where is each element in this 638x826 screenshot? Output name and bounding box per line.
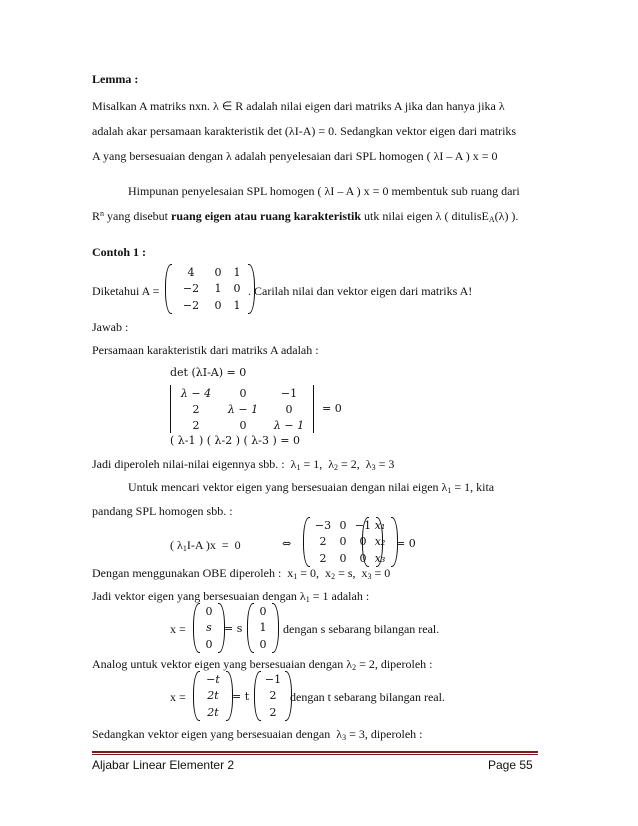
lemma-line-1: Misalkan A matriks nxn. λ ∈ R adalah nilai eigen dari matriks A jika dan hanya jika λ xyxy=(92,99,505,113)
v1-basis-grid xyxy=(254,603,272,653)
factored-equation: ( λ-1 ) ( λ-2 ) ( λ-3 ) = 0 xyxy=(170,434,300,447)
eigenvalues-line: Jadi diperoleh nilai-nilai eigennya sbb. : $\lambda_1 = 1$, $\lambda_2 = 2$, $\lambda_3 = 3$ xyxy=(92,457,395,472)
v1-basis-cell: 0 xyxy=(259,637,267,651)
lemma-line-3: A yang bersesuaian dengan λ adalah penyelesaian dari SPL homogen ( λI – A ) x = 0 xyxy=(92,149,498,163)
spl-matrix-cell: 0 xyxy=(339,551,347,565)
contoh-title: Contoh 1 : xyxy=(92,245,147,259)
v1-param-cell: s xyxy=(206,621,212,635)
analog-line: Analog untuk vektor eigen yang bersesuaian dengan $\lambda_2 = 2$, diperoleh : xyxy=(92,657,433,672)
x-vector-cell: x₃ xyxy=(374,551,386,565)
obe-line: Dengan menggunakan OBE diperoleh : $x_1 = 0$, $x_2 = s$, $x_3 = 0$ xyxy=(92,566,391,581)
matrix-a-cell: 1 xyxy=(233,266,241,279)
v1-param-cell: 0 xyxy=(205,637,213,651)
v1-param-grid xyxy=(200,603,218,653)
matrix-a-cell: 4 xyxy=(187,266,195,279)
det-equals-zero: = 0 xyxy=(322,402,342,415)
spl-matrix-cell: 0 xyxy=(339,535,347,549)
spl-matrix-cell: 0 xyxy=(339,519,347,532)
spl-lhs: ( $\lambda_1I-A$ )x = 0 xyxy=(170,538,241,553)
diketahui-label: Diketahui A = xyxy=(92,284,160,298)
det-matrix xyxy=(170,385,314,433)
x-vector-cell: x₁ xyxy=(374,519,386,532)
footer-rule xyxy=(92,751,538,753)
det-matrix-cell: −1 xyxy=(280,387,298,400)
matrix-a-cell: 1 xyxy=(214,282,222,296)
spl-matrix-cell: −1 xyxy=(354,519,372,532)
v1-basis-cell: 0 xyxy=(259,605,267,618)
det-matrix-grid xyxy=(171,385,313,433)
matrix-a-cell: 1 xyxy=(233,298,241,312)
lemma-title: Lemma : xyxy=(92,72,139,86)
v1-basis-cell: 1 xyxy=(259,621,267,635)
x-vector-cell: x₂ xyxy=(374,535,386,549)
det-matrix-cell: λ − 1 xyxy=(227,403,259,416)
v2-param-vector xyxy=(193,671,233,721)
v2-basis-cell: −1 xyxy=(264,673,282,686)
x-equals-2: x = xyxy=(170,690,186,704)
v2-basis-cell: 2 xyxy=(269,689,277,703)
det-matrix-cell: 0 xyxy=(239,387,247,400)
spl-matrix-cell: 0 xyxy=(359,535,367,549)
v1-param-vector xyxy=(193,603,225,653)
x-vector xyxy=(362,517,398,567)
footer-title: Aljabar Linear Elementer 2 xyxy=(92,758,235,772)
v2-param-cell: 2t xyxy=(207,705,219,719)
matrix-a-cell: −2 xyxy=(182,282,200,296)
det-matrix-cell: 0 xyxy=(285,403,293,416)
det-matrix-cell: λ − 4 xyxy=(180,387,212,400)
mencari-line-2: pandang SPL homogen sbb. : xyxy=(92,504,233,518)
matrix-a-grid xyxy=(172,264,248,314)
v2-param-grid xyxy=(200,671,226,721)
v2-basis-vector xyxy=(254,671,292,721)
det-matrix-cell: 2 xyxy=(192,403,200,416)
v2-basis-cell: 2 xyxy=(269,705,277,719)
det-matrix-cell: 0 xyxy=(239,419,247,432)
equals-t: = t xyxy=(232,690,250,703)
matrix-a-cell: 0 xyxy=(214,266,222,279)
iff-symbol: ⇔ xyxy=(282,537,292,550)
matrix-a-cell: 0 xyxy=(214,298,222,312)
footer-page-number: Page 55 xyxy=(488,758,533,772)
v2-param-cell: 2t xyxy=(207,689,219,703)
v1-basis-vector xyxy=(247,603,279,653)
equals-s: = s xyxy=(224,622,243,635)
v2-note: dengan t sebarang bilangan real. xyxy=(290,690,445,704)
spl-matrix-cell: −3 xyxy=(314,519,332,532)
lemma-line-2: adalah akar persamaan karakteristik det (λI-A) = 0. Sedangkan vektor eigen dari matriks xyxy=(92,124,517,138)
himpunan-line-1: Himpunan penyelesaian SPL homogen ( λI – A ) x = 0 membentuk sub ruang dari xyxy=(128,184,520,198)
spl-matrix-cell: 2 xyxy=(319,535,327,549)
mencari-line-1: Untuk mencari vektor eigen yang bersesuaian dengan nilai eigen $\lambda_1 = 1$, kita xyxy=(128,480,495,495)
spl-matrix-cell: 2 xyxy=(319,551,327,565)
question-text: . Carilah nilai dan vektor eigen dari matriks A! xyxy=(248,284,473,298)
persamaan-text: Persamaan karakteristik dari matriks A adalah : xyxy=(92,343,319,357)
x-equals-1: x = xyxy=(170,622,186,636)
jawab-label: Jawab : xyxy=(92,320,129,334)
himpunan-line-2: $R^n$ yang disebut ruang eigen atau ruang karakteristik utk nilai eigen λ ( ditulisE$_A$(λ) ). xyxy=(92,209,519,224)
det-matrix-cell: λ − 1 xyxy=(273,419,305,432)
v2-basis-grid xyxy=(261,671,285,721)
v2-param-cell: −t xyxy=(206,673,220,686)
x-vector-grid xyxy=(369,517,391,567)
det-equation: det (λI-A) = 0 xyxy=(170,366,247,379)
footer-rule-thin xyxy=(92,754,538,755)
matrix-a-cell: −2 xyxy=(182,298,200,312)
v1-note: dengan s sebarang bilangan real. xyxy=(283,622,440,636)
v1-param-cell: 0 xyxy=(205,605,213,618)
spl-equals-zero: = 0 xyxy=(396,537,416,550)
matrix-a xyxy=(165,264,255,314)
spl-matrix-cell: 0 xyxy=(359,551,367,565)
det-matrix-cell: 2 xyxy=(192,419,200,432)
matrix-a-cell: 0 xyxy=(233,282,241,296)
vektor1-intro: Jadi vektor eigen yang bersesuaian dengan $\lambda_1 = 1$ adalah : xyxy=(92,589,370,604)
sedangkan-line: Sedangkan vektor eigen yang bersesuaian dengan $\lambda_3 = 3$, diperoleh : xyxy=(92,727,423,742)
